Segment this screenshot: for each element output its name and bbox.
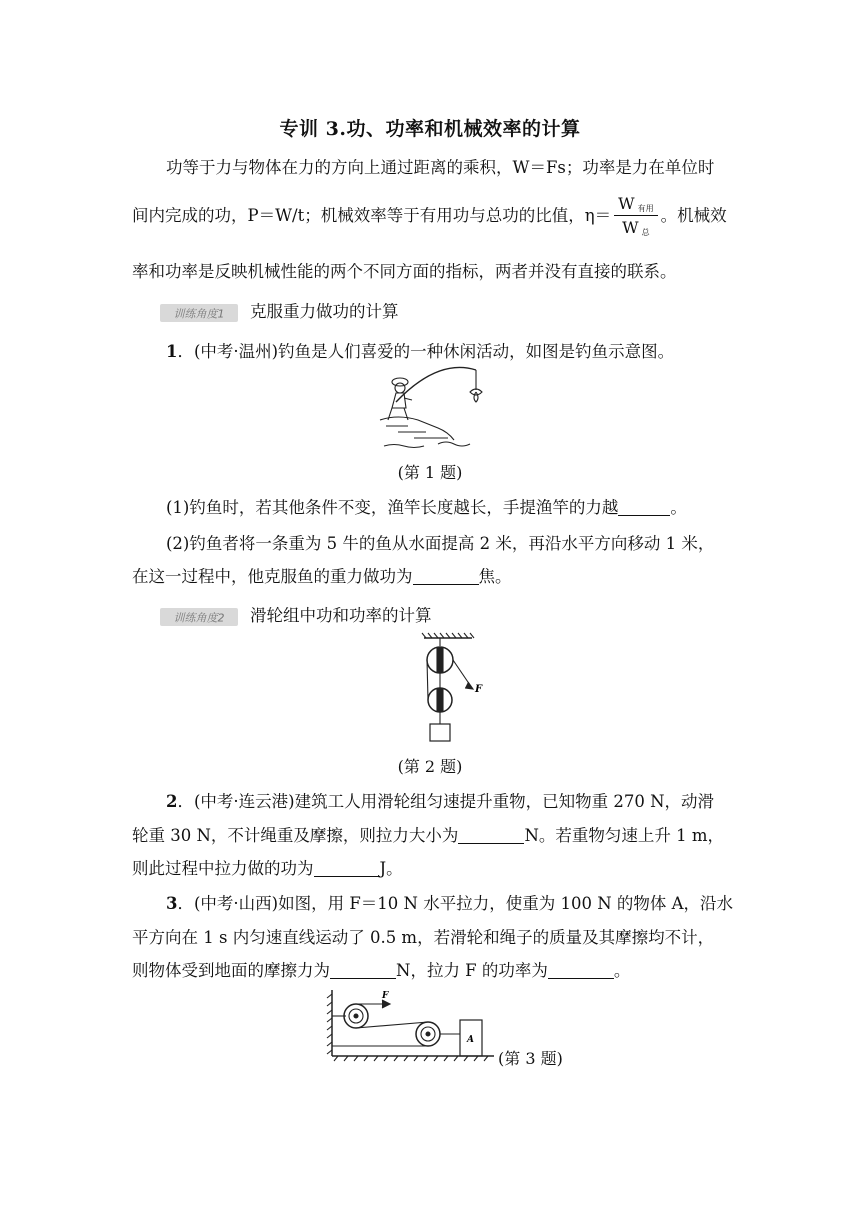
q2-line1 bbox=[166, 788, 714, 812]
fraction-numerator: W bbox=[618, 194, 635, 213]
fig3-force-label: F bbox=[382, 991, 389, 1001]
q1-part1-end: 。 bbox=[670, 498, 687, 517]
section-1-title: 克服重力做功的计算 bbox=[250, 302, 399, 321]
q3-line3-text: 则物体受到地面的摩擦力为 bbox=[132, 961, 330, 980]
intro-line-2-text: 间内完成的功，P＝W/t；机械效率等于有用功与总功的比值，η＝ bbox=[132, 206, 612, 225]
q2-line3-end: J。 bbox=[379, 859, 403, 878]
section-tag-2: 训练角度2 bbox=[173, 611, 225, 624]
force-label-f: F bbox=[475, 684, 483, 695]
q1-part1 bbox=[166, 494, 687, 518]
q3-line3-end: 。 bbox=[613, 961, 631, 980]
q3-blank-2[interactable] bbox=[548, 962, 614, 980]
q1-blank-1[interactable] bbox=[618, 499, 670, 517]
q2-line1-text: ．(中考·连云港)建筑工人用滑轮组匀速提升重物，已知物重 270 N，动滑 bbox=[177, 792, 715, 811]
q2-line3-text: 则此过程中拉力做的功为 bbox=[132, 859, 314, 878]
fraction-numerator-sub: 有用 bbox=[637, 204, 654, 213]
intro-line-3: 率和功率是反映机械性能的两个不同方面的指标，两者并没有直接的联系。 bbox=[132, 262, 677, 281]
q1-number: 1 bbox=[166, 342, 178, 361]
fraction-denominator: W bbox=[622, 218, 639, 237]
q1-blank-2[interactable] bbox=[413, 568, 479, 586]
section-2-title: 滑轮组中功和功率的计算 bbox=[250, 606, 432, 625]
q3-blank-1[interactable] bbox=[330, 962, 396, 980]
q3-line1 bbox=[166, 890, 733, 914]
q3-line3-mid: N，拉力 F 的功率为 bbox=[396, 961, 548, 980]
q2-blank-1[interactable] bbox=[458, 827, 524, 845]
q1-stem-text: ．(中考·温州)钓鱼是人们喜爱的一种休闲活动，如图是钓鱼示意图。 bbox=[177, 342, 675, 361]
q2-line2-text: 轮重 30 N，不计绳重及摩擦，则拉力大小为 bbox=[132, 826, 459, 845]
q2-line2 bbox=[132, 822, 724, 846]
q1-part2-end: 焦。 bbox=[478, 567, 512, 586]
fig3-caption: (第 3 题) bbox=[498, 1049, 563, 1068]
fig1-caption: (第 1 题) bbox=[397, 463, 463, 482]
q3-line3 bbox=[132, 957, 630, 981]
fraction-denominator-sub: 总 bbox=[641, 228, 650, 237]
q3-number: 3 bbox=[166, 894, 178, 913]
fig2-caption: (第 2 题) bbox=[397, 757, 463, 776]
pulley-system-diagram bbox=[418, 632, 488, 744]
section-1-header bbox=[160, 298, 399, 323]
intro-line-1: 功等于力与物体在力的方向上通过距离的乘积，W＝Fs；功率是力在单位时 bbox=[166, 158, 715, 177]
fishing-illustration bbox=[378, 362, 486, 452]
q2-number: 2 bbox=[166, 792, 178, 811]
efficiency-fraction bbox=[614, 196, 657, 237]
section-2-header bbox=[160, 602, 432, 627]
section-tag-1: 训练角度1 bbox=[173, 307, 225, 320]
intro-line-2-end: 。机械效 bbox=[660, 206, 727, 225]
fig3-block-label: A bbox=[467, 1035, 474, 1045]
section-tag-badge bbox=[160, 607, 238, 627]
q1-part1-text: (1)钓鱼时，若其他条件不变，渔竿长度越长，手提渔竿的力越 bbox=[166, 498, 619, 517]
q1-part2-text: 在这一过程中，他克服鱼的重力做功为 bbox=[132, 567, 413, 586]
q1-stem bbox=[166, 338, 674, 362]
section-tag-badge bbox=[160, 303, 238, 323]
intro-line-2 bbox=[132, 196, 727, 237]
q1-part2-line2 bbox=[132, 563, 512, 587]
q2-line2-end: N。若重物匀速上升 1 m， bbox=[524, 826, 725, 845]
q1-part2-line1: (2)钓鱼者将一条重为 5 牛的鱼从水面提高 2 米，再沿水平方向移动 1 米， bbox=[166, 534, 715, 553]
page-title: 专训 3.功、功率和机械效率的计算 bbox=[279, 118, 581, 140]
q3-line1-text: ．(中考·山西)如图，用 F＝10 N 水平拉力，使重为 100 N 的物体 A，沿水 bbox=[177, 894, 734, 913]
q3-line2: 平方向在 1 s 内匀速直线运动了 0.5 m，若滑轮和绳子的质量及其摩擦均不计， bbox=[132, 928, 715, 947]
horizontal-pulley-diagram bbox=[326, 986, 498, 1062]
q2-line3 bbox=[132, 855, 403, 879]
q2-blank-2[interactable] bbox=[314, 860, 380, 878]
